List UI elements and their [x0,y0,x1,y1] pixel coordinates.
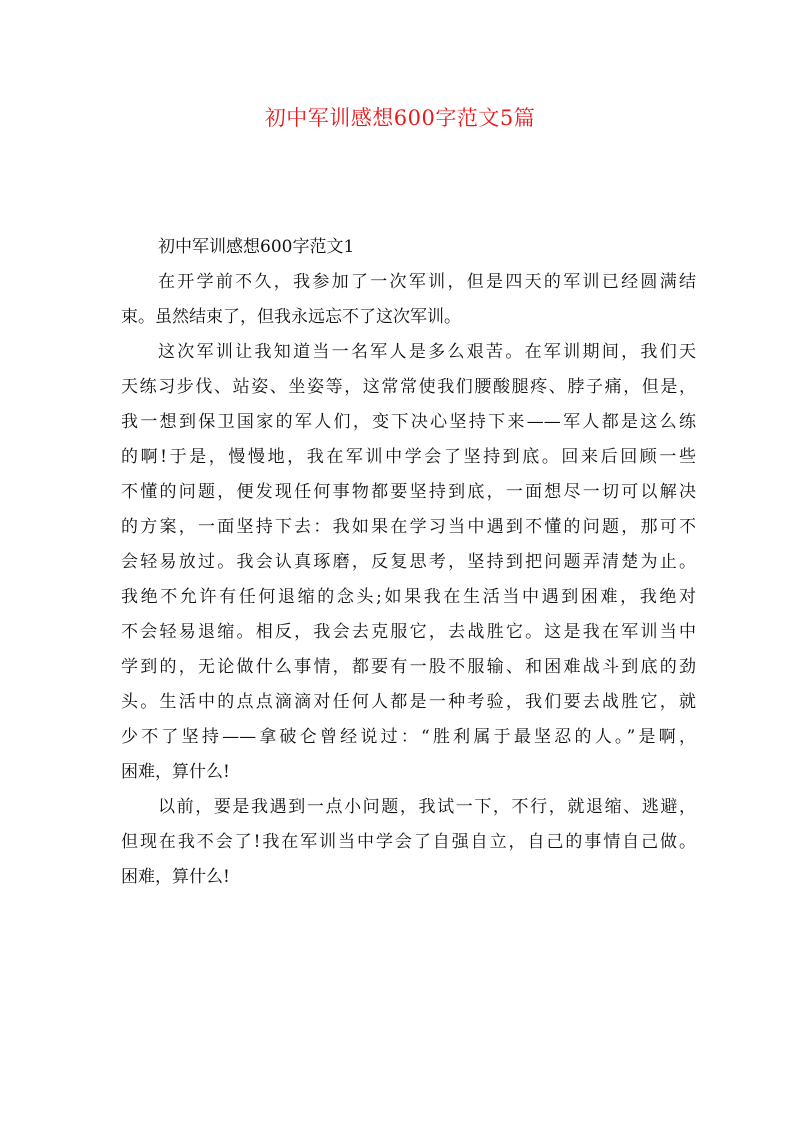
text-line: 我绝不允许有任何退缩的念头;如果我在生活当中遇到困难，我绝对 [121,587,696,607]
text-line: 的方案，一面坚持下去：我如果在学习当中遇到不懂的问题，那可不 [121,517,696,537]
text-line: 在开学前不久，我参加了一次军训，但是四天的军训已经圆满结 [158,272,696,292]
text-line: 学到的，无论做什么事情，都要有一股不服输、和困难战斗到底的劲 [121,657,696,677]
text-line: 会轻易放过。我会认真琢磨，反复思考，坚持到把问题弄清楚为止。 [121,552,696,572]
essay-body [121,230,696,895]
text-line: 但现在我不会了!我在军训当中学会了自强自立，自己的事情自己做。 [121,832,696,852]
text-line: 困难，算什么! [121,867,230,887]
text-line: 不会轻易退缩。相反，我会去克服它，去战胜它。这是我在军训当中 [121,622,696,642]
text-line: 困难，算什么! [121,762,230,782]
document-title: 初中军训感想600字范文5篇 [264,106,536,130]
paragraph-2 [121,335,696,790]
text-line: 以前，要是我遇到一点小问题，我试一下，不行，就退缩、逃避， [158,797,696,817]
text-line: 的啊!于是，慢慢地，我在军训中学会了坚持到底。回来后回顾一些 [121,447,696,467]
text-line: 束。虽然结束了，但我永远忘不了这次军训。 [121,307,461,327]
text-line: 这次军训让我知道当一名军人是多么艰苦。在军训期间，我们天 [158,342,696,362]
text-line: 头。生活中的点点滴滴对任何人都是一种考验，我们要去战胜它，就 [121,692,696,712]
text-line: 我一想到保卫国家的军人们，变下决心坚持下来——军人都是这么练 [121,412,696,432]
text-line: 不懂的问题，便发现任何事物都要坚持到底，一面想尽一切可以解决 [121,482,696,502]
paragraph-3 [121,790,696,895]
text-line: 少不了坚持——拿破仑曾经说过：“胜利属于最坚忍的人。”是啊， [121,727,696,747]
essay-heading: 初中军训感想600字范文1 [158,237,355,257]
text-line: 天练习步伐、站姿、坐姿等，这常常使我们腰酸腿疼、脖子痛，但是， [121,377,696,397]
paragraph-1 [121,265,696,335]
